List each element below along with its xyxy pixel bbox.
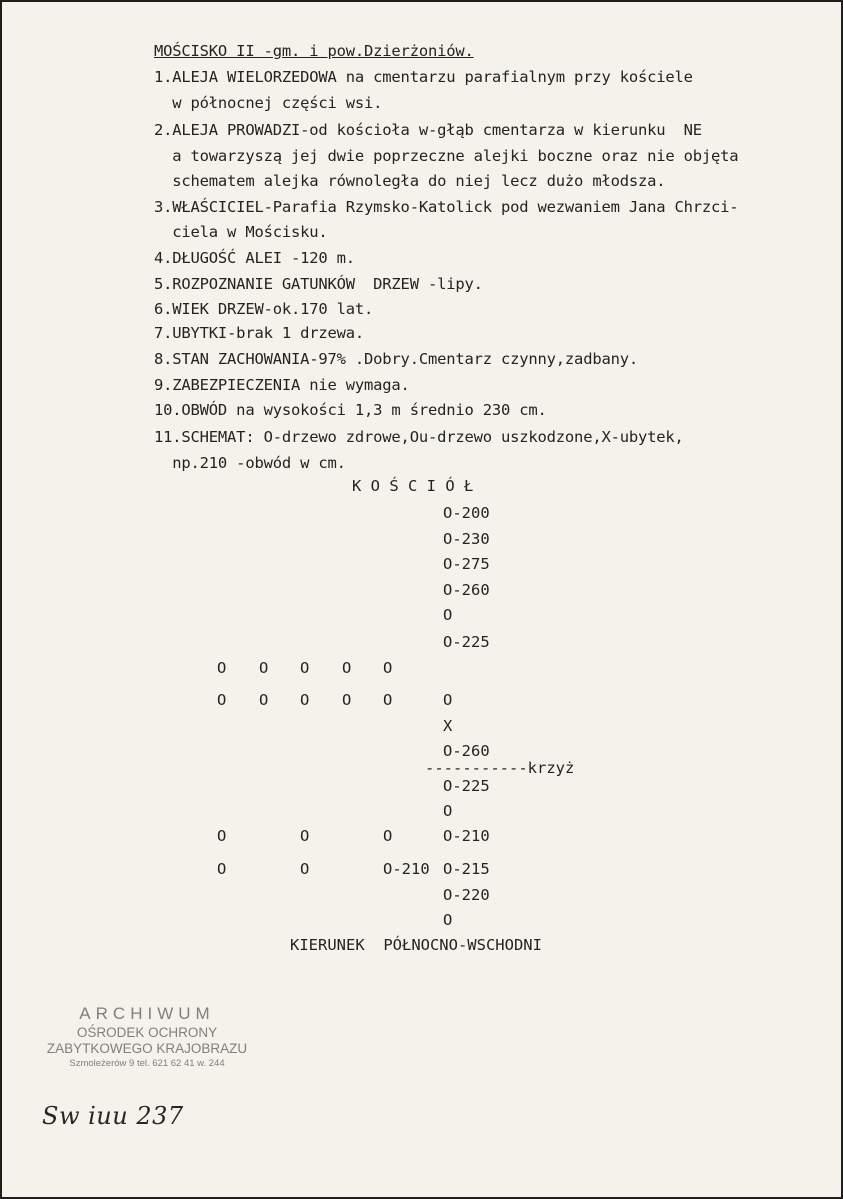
direction-label: KIERUNEK PÓŁNOCNO-WSCHODNI: [290, 936, 542, 954]
side-tree: O: [300, 827, 310, 845]
item-2-line-3: schematem alejka równoległa do niej lecz dużo młodsza.: [154, 172, 666, 190]
side-tree: O: [217, 860, 227, 878]
side-tree: O: [300, 691, 310, 709]
item-7: 7.UBYTKI-brak 1 drzewa.: [154, 324, 365, 342]
item-11-line-2: np.210 -obwód w cm.: [154, 454, 346, 472]
side-tree: O: [300, 860, 310, 878]
main-tree: O: [443, 691, 453, 709]
item-8: 8.STAN ZACHOWANIA-97% .Dobry.Cmentarz czynny,zadbany.: [154, 350, 638, 368]
handwritten-reference: Sw iuu 237: [42, 1102, 184, 1130]
stamp-line-3: ZABYTKOWEGO KRAJOBRAZU: [46, 1041, 248, 1056]
side-tree: O: [383, 691, 393, 709]
main-tree: O-230: [443, 530, 490, 548]
item-11-line-1: 11.SCHEMAT: O-drzewo zdrowe,Ou-drzewo uszkodzone,X-ubytek,: [154, 428, 684, 446]
item-1-line-1: 1.ALEJA WIELORZEDOWA na cmentarzu parafialnym przy kościele: [154, 68, 693, 86]
document-title: MOŚCISKO II -gm. i pow.Dzierżoniów.: [154, 42, 474, 60]
item-4: 4.DŁUGOŚĆ ALEI -120 m.: [154, 249, 355, 267]
church-label: K O Ś C I Ó Ł: [352, 477, 474, 495]
item-2-line-2: a towarzyszą jej dwie poprzeczne alejki boczne oraz nie objęta: [154, 147, 739, 165]
main-tree: O-225: [443, 777, 490, 795]
main-tree: O: [443, 606, 453, 624]
archive-stamp: [32, 1004, 262, 1069]
main-tree: O-215: [443, 860, 490, 878]
item-3-line-1: 3.WŁAŚCICIEL-Parafia Rzymsko-Katolick pod wezwaniem Jana Chrzci-: [154, 198, 739, 216]
item-2-line-1: 2.ALEJA PROWADZI-od kościoła w-głąb cmentarza w kierunku NE: [154, 121, 702, 139]
side-tree: O: [300, 659, 310, 677]
main-tree: O: [443, 911, 453, 929]
side-tree: O: [383, 827, 393, 845]
item-10: 10.OBWÓD na wysokości 1,3 m średnio 230 cm.: [154, 401, 547, 419]
side-tree: O: [342, 659, 352, 677]
item-5: 5.ROZPOZNANIE GATUNKÓW DRZEW -lipy.: [154, 275, 483, 293]
item-3-line-2: ciela w Mościsku.: [154, 223, 328, 241]
main-tree: O-225: [443, 633, 490, 651]
cross-line: -----------krzyż: [425, 759, 575, 777]
item-6: 6.WIEK DRZEW-ok.170 lat.: [154, 300, 374, 318]
main-tree: O-275: [443, 555, 490, 573]
main-tree: O-200: [443, 504, 490, 522]
missing-tree-marker: X: [443, 717, 453, 735]
side-tree: O: [217, 659, 227, 677]
side-tree: O-210: [383, 860, 430, 878]
side-tree: O: [217, 691, 227, 709]
stamp-line-4: Szmoleżerów 9 tel. 621 62 41 w. 244: [69, 1058, 225, 1069]
side-tree: O: [259, 659, 269, 677]
main-tree: O: [443, 802, 453, 820]
main-tree: O-260: [443, 581, 490, 599]
side-tree: O: [342, 691, 352, 709]
main-tree: O-210: [443, 827, 490, 845]
item-9: 9.ZABEZPIECZENIA nie wymaga.: [154, 376, 410, 394]
stamp-line-2: OŚRODEK OCHRONY: [76, 1025, 218, 1040]
side-tree: O: [217, 827, 227, 845]
side-tree: O: [383, 659, 393, 677]
stamp-line-1: ARCHIWUM: [79, 1004, 215, 1023]
main-tree: O-220: [443, 886, 490, 904]
item-1-line-2: w północnej części wsi.: [154, 94, 383, 112]
main-tree: O-260: [443, 742, 490, 760]
side-tree: O: [259, 691, 269, 709]
